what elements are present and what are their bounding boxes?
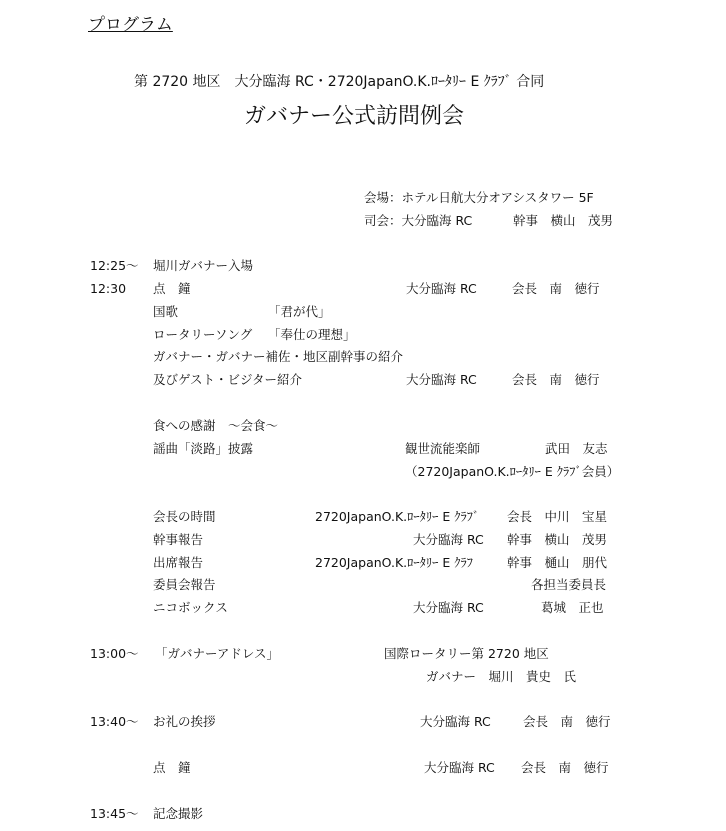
row-person: 武田 友志	[545, 441, 608, 456]
row-person: 幹事 樋山 朋代	[507, 555, 608, 570]
row-time: 12:25～	[90, 258, 139, 273]
row-extra: 「奉仕の理想」	[268, 327, 356, 342]
program-heading: プログラム	[88, 15, 173, 35]
row-time: 12:30	[90, 281, 127, 296]
row-item: 出席報告	[153, 555, 204, 570]
row-person: 会長 南 徳行	[523, 714, 611, 729]
row-item: ニコボックス	[153, 600, 228, 615]
row-org: 大分臨海 RC	[413, 532, 484, 547]
row-item: 食への感謝 ～会食～	[153, 418, 279, 433]
row-org: 大分臨海 RC	[424, 760, 495, 775]
row-org: 2720JapanO.K.ﾛｰﾀﾘｰ E ｸﾗﾌ	[315, 555, 473, 570]
row-org: 大分臨海 RC	[413, 600, 484, 615]
row-time: 13:40～	[90, 714, 139, 729]
row-item: 謡曲「淡路」披露	[153, 441, 254, 456]
row-time: 13:00～	[90, 646, 139, 661]
row-org: 大分臨海 RC	[406, 372, 477, 387]
row-item: ガバナー・ガバナー補佐・地区副幹事の紹介	[153, 349, 404, 364]
row-org: 2720JapanO.K.ﾛｰﾀﾘｰ E ｸﾗﾌﾞ	[315, 509, 480, 524]
row-org: （2720JapanO.K.ﾛｰﾀﾘｰ E ｸﾗﾌﾞ会員）	[405, 464, 620, 479]
row-time: 13:45～	[90, 806, 139, 821]
venue-line: 会場：ホテル日航大分オアシスタワー 5F	[364, 190, 594, 205]
row-person: 幹事 横山 茂男	[507, 532, 608, 547]
row-org: 観世流能楽師	[405, 441, 481, 456]
row-item: 国歌	[153, 304, 179, 319]
row-item: ロータリーソング	[153, 327, 253, 342]
mc-person: 幹事 横山 茂男	[513, 213, 614, 228]
row-extra: 「君が代」	[268, 304, 331, 319]
row-person: 会長 南 徳行	[512, 281, 600, 296]
row-item: 点 鐘	[153, 760, 191, 775]
row-org: ガバナー 堀川 貴史 氏	[426, 669, 577, 684]
row-item: 記念撮影	[153, 806, 204, 821]
row-person: 葛城 正也	[541, 600, 604, 615]
row-item: お礼の挨拶	[153, 714, 216, 729]
row-person: 会長 南 徳行	[512, 372, 600, 387]
row-item: 委員会報告	[153, 577, 216, 592]
row-org: 大分臨海 RC	[406, 281, 477, 296]
row-item: 及びゲスト・ビジター紹介	[153, 372, 303, 387]
row-item: 「ガバナーアドレス」	[155, 646, 280, 661]
event-subtitle: 第 2720 地区 大分臨海 RC・2720JapanO.K.ﾛｰﾀﾘｰ E ｸﾗﾌﾞ 合同	[134, 74, 545, 90]
event-title: ガバナー公式訪問例会	[244, 104, 465, 129]
row-org: 大分臨海 RC	[420, 714, 491, 729]
row-person: 会長 南 徳行	[521, 760, 609, 775]
mc-label: 司会：大分臨海 RC	[364, 213, 473, 228]
row-item: 堀川ガバナー入場	[153, 258, 254, 273]
row-item: 幹事報告	[153, 532, 204, 547]
row-item: 会長の時間	[153, 509, 216, 524]
row-person: 会長 中川 宝星	[507, 509, 608, 524]
row-person: 各担当委員長	[531, 577, 607, 592]
row-org: 国際ロータリー第 2720 地区	[384, 646, 549, 661]
row-item: 点 鐘	[153, 281, 191, 296]
